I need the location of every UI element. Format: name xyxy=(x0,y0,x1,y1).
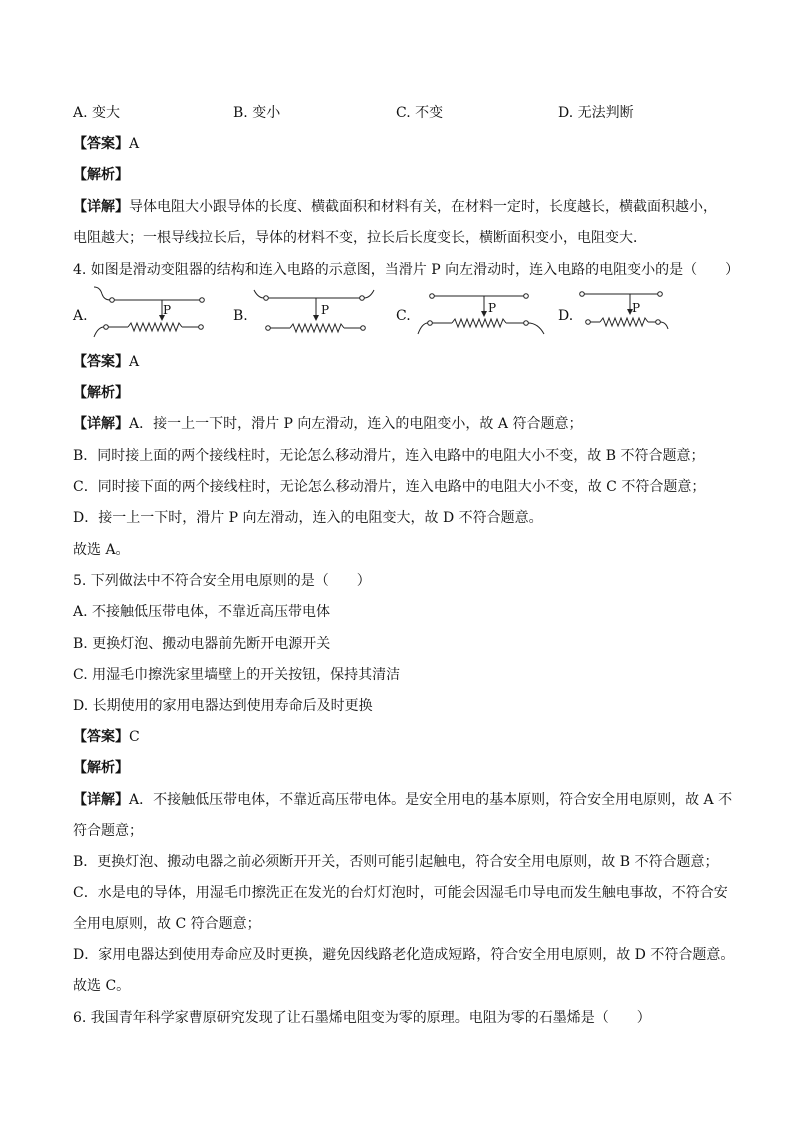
answer-tag: 【答案】 xyxy=(73,729,129,745)
q5-option-b: B. 更换灯泡、搬动电器前先断开电源开关 xyxy=(73,636,331,652)
q4-detail-line-c: C．同时接下面的两个接线柱时，无论怎么移动滑片，连入电路中的电阻大小不变，故 C 不符合题意； xyxy=(73,479,706,495)
q3-answer-line xyxy=(73,134,139,154)
q3-detail-line-1 xyxy=(73,197,717,217)
q5-detail-line-c1: C．水是电的导体，用湿毛巾擦洗正在发光的台灯灯泡时，可能会因湿毛巾导电而发生触电事故，不符合安 xyxy=(73,885,728,901)
slider-p-label-c: P xyxy=(488,301,497,315)
q4-conclusion: 故选 A。 xyxy=(73,542,130,558)
slider-p-label-d: P xyxy=(632,301,641,315)
detail-text: A．不接触低压带电体，不靠近高压带电体。是安全用电的基本原则，符合安全用电原则，故 A 不 xyxy=(129,792,733,808)
q5-detail-line-d: D．家用电器达到使用寿命应及时更换，避免因线路老化造成短路，符合安全用电原则，故 D 不符合题意。 xyxy=(73,947,735,963)
diagram-c-label: C. xyxy=(396,308,411,324)
rheostat-diagram-b xyxy=(250,284,380,340)
detail-tag: 【详解】 xyxy=(73,199,129,215)
detail-text: 导体电阻大小跟导体的长度、横截面积和材料有关，在材料一定时，长度越长，横截面积越小， xyxy=(129,199,717,215)
q4-detail-line-b: B．同时接上面的两个接线柱时，无论怎么移动滑片，连入电路中的电阻大小不变，故 B 不符合题意； xyxy=(73,448,705,464)
q5-answer-line xyxy=(73,727,140,747)
q5-detail-line-b: B．更换灯泡、搬动电器之前必须断开开关，否则可能引起触电，符合安全用电原则，故 B 不符合题意； xyxy=(73,854,719,870)
q5-stem: 5. 下列做法中不符合安全用电原则的是（ ） xyxy=(73,573,371,589)
q5-conclusion: 故选 C。 xyxy=(73,978,131,994)
q3-analysis-tag: 【解析】 xyxy=(73,167,129,183)
q5-option-a: A. 不接触低压带电体，不靠近高压带电体 xyxy=(73,604,331,620)
diagram-a-label: A. xyxy=(73,308,88,324)
q4-answer-line xyxy=(73,352,139,372)
rheostat-diagram-c xyxy=(414,284,554,340)
q5-detail-line-a1 xyxy=(73,790,732,810)
q3-option-b: B. 变小 xyxy=(233,105,281,121)
answer-value: A xyxy=(129,136,140,152)
detail-tag: 【详解】 xyxy=(73,792,129,808)
slider-p-label-a: P xyxy=(163,303,172,317)
q4-stem: 4. 如图是滑动变阻器的结构和连入电路的示意图，当滑片 P 向左滑动时，连入电路的电阻变小的是（ ） xyxy=(73,262,740,278)
q3-option-d: D. 无法判断 xyxy=(558,105,634,121)
q3-option-c: C. 不变 xyxy=(396,105,444,121)
detail-text: A．接一上一下时，滑片 P 向左滑动，连入的电阻变小，故 A 符合题意； xyxy=(129,416,583,432)
q5-detail-line-a2: 符合题意； xyxy=(73,823,143,839)
q5-option-c: C. 用湿毛巾擦洗家里墙壁上的开关按钮，保持其清洁 xyxy=(73,667,401,683)
q6-stem: 6. 我国青年科学家曹原研究发现了让石墨烯电阻变为零的原理。电阻为零的石墨烯是（ ） xyxy=(73,1010,651,1026)
q3-option-a: A. 变大 xyxy=(73,105,121,121)
q4-analysis-tag: 【解析】 xyxy=(73,385,129,401)
detail-tag: 【详解】 xyxy=(73,416,129,432)
answer-value: C xyxy=(129,729,140,745)
answer-value: A xyxy=(129,354,140,370)
diagram-b-label: B. xyxy=(233,308,248,324)
q4-detail-line-d: D．接一上一下时，滑片 P 向左滑动，连入的电阻变大，故 D 不符合题意。 xyxy=(73,510,543,526)
diagram-d-label: D. xyxy=(558,308,574,324)
q5-detail-line-c2: 全用电原则，故 C 符合题意； xyxy=(73,916,261,932)
q3-detail-line-2: 电阻越大；一根导线拉长后，导体的材料不变，拉长后长度变长，横断面积变小，电阻变大． xyxy=(73,230,647,246)
q5-analysis-tag: 【解析】 xyxy=(73,760,129,776)
rheostat-diagram-a xyxy=(88,284,218,340)
answer-tag: 【答案】 xyxy=(73,354,129,370)
rheostat-diagram-d xyxy=(574,284,674,340)
answer-tag: 【答案】 xyxy=(73,136,129,152)
q4-detail-line-a xyxy=(73,414,582,434)
slider-p-label-b: P xyxy=(321,303,330,317)
q5-option-d: D. 长期使用的家用电器达到使用寿命后及时更换 xyxy=(73,698,373,714)
